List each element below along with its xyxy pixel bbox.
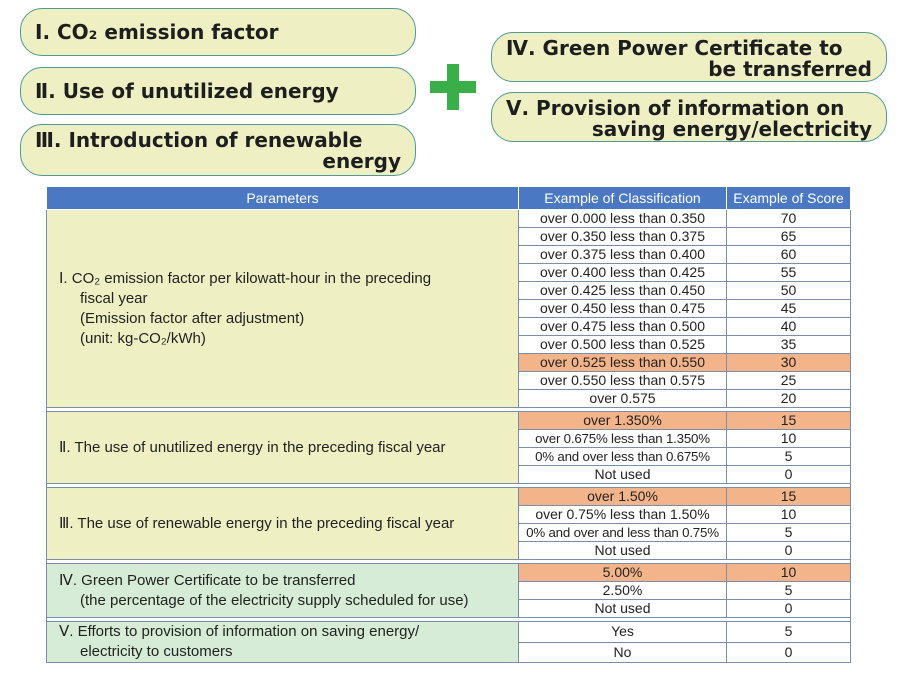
- score-cell: 5: [727, 448, 851, 466]
- parameter-line: (the percentage of the electricity supply scheduled for use): [80, 591, 469, 609]
- classification-cell: over 0.400 less than 0.425: [519, 264, 727, 282]
- score-cell: 35: [727, 336, 851, 354]
- classification-cell: over 0.550 less than 0.575: [519, 372, 727, 390]
- classification-cell: over 0.675% less than 1.350%: [519, 430, 727, 448]
- score-cell: 5: [727, 524, 851, 542]
- classification-cell: over 0.575: [519, 390, 727, 408]
- classification-cell: over 0.75% less than 1.50%: [519, 506, 727, 524]
- classification-cell: over 0.475 less than 0.500: [519, 318, 727, 336]
- score-cell: 0: [727, 466, 851, 484]
- table-row: [47, 622, 851, 643]
- classification-cell: Not used: [519, 466, 727, 484]
- pill-co2-emission-factor: [20, 8, 416, 56]
- score-cell: 45: [727, 300, 851, 318]
- score-cell: 10: [727, 430, 851, 448]
- parameter-cell: [47, 210, 519, 408]
- header-score: Example of Score: [727, 187, 851, 210]
- pill-line-1: Ⅴ. Provision of information on: [506, 96, 845, 120]
- parameter-line: (Emission factor after adjustment): [80, 309, 305, 327]
- parameter-line: Ⅴ. Efforts to provision of information on saving energy/: [59, 623, 420, 640]
- classification-cell: 2.50%: [519, 582, 727, 600]
- score-table-container: [46, 186, 850, 663]
- parameter-line: Ⅱ. The use of unutilized energy in the preceding fiscal year: [59, 438, 446, 456]
- table-row: [47, 412, 851, 430]
- pill-line-2: saving energy/electricity: [591, 117, 872, 141]
- parameter-cell: [47, 622, 519, 663]
- table-row: [47, 210, 851, 228]
- pill-renewable-energy: [20, 124, 416, 176]
- score-cell: 50: [727, 282, 851, 300]
- score-cell: 10: [727, 564, 851, 582]
- pill-line-2: be transferred: [708, 57, 872, 81]
- pill-information-provision: [491, 92, 887, 142]
- score-cell: 25: [727, 372, 851, 390]
- parameter-cell: [47, 564, 519, 618]
- score-cell: 5: [727, 582, 851, 600]
- classification-cell: 5.00%: [519, 564, 727, 582]
- parameter-line: Ⅲ. The use of renewable energy in the preceding fiscal year: [59, 514, 455, 532]
- classification-cell: Not used: [519, 542, 727, 560]
- score-cell: 20: [727, 390, 851, 408]
- score-cell: 70: [727, 210, 851, 228]
- parameter-line: electricity to customers: [80, 643, 233, 660]
- plus-icon: [430, 64, 476, 110]
- pill-text: Ⅰ. CO₂ emission factor: [35, 20, 279, 44]
- pill-line-2: energy: [322, 149, 401, 173]
- score-cell: 15: [727, 412, 851, 430]
- parameter-line: (unit: kg-CO₂/kWh): [80, 329, 206, 347]
- parameter-line: Ⅰ. CO₂ emission factor per kilowatt-hour in the preceding: [59, 269, 432, 287]
- pill-line-1: Ⅲ. Introduction of renewable: [35, 128, 363, 152]
- parameter-line: fiscal year: [80, 289, 148, 307]
- pill-line-1: Ⅳ. Green Power Certificate to: [506, 36, 843, 60]
- classification-cell: over 0.525 less than 0.550: [519, 354, 727, 372]
- score-cell: 15: [727, 488, 851, 506]
- classification-cell: No: [519, 642, 727, 663]
- header-parameters: Parameters: [47, 187, 519, 210]
- classification-cell: 0% and over less than 0.675%: [519, 448, 727, 466]
- pill-green-power-certificate: [491, 32, 887, 82]
- header-classification: Example of Classification: [519, 187, 727, 210]
- score-table: [46, 186, 851, 663]
- score-cell: 55: [727, 264, 851, 282]
- score-cell: 5: [727, 622, 851, 643]
- table-row: [47, 488, 851, 506]
- score-cell: 10: [727, 506, 851, 524]
- score-cell: 0: [727, 642, 851, 663]
- score-cell: 65: [727, 228, 851, 246]
- classification-cell: over 0.450 less than 0.475: [519, 300, 727, 318]
- classification-cell: 0% and over and less than 0.75%: [519, 524, 727, 542]
- score-cell: 60: [727, 246, 851, 264]
- classification-cell: over 1.350%: [519, 412, 727, 430]
- pill-unutilized-energy: [20, 67, 416, 115]
- classification-cell: Yes: [519, 622, 727, 643]
- classification-cell: over 0.375 less than 0.400: [519, 246, 727, 264]
- classification-cell: over 0.350 less than 0.375: [519, 228, 727, 246]
- score-cell: 40: [727, 318, 851, 336]
- parameter-cell: [47, 412, 519, 484]
- classification-cell: over 0.000 less than 0.350: [519, 210, 727, 228]
- score-cell: 0: [727, 600, 851, 618]
- parameter-line: Ⅳ. Green Power Certificate to be transferred: [59, 571, 356, 589]
- parameter-cell: [47, 488, 519, 560]
- classification-cell: over 0.500 less than 0.525: [519, 336, 727, 354]
- score-cell: 30: [727, 354, 851, 372]
- table-header-row: [47, 187, 851, 210]
- classification-cell: Not used: [519, 600, 727, 618]
- table-row: [47, 564, 851, 582]
- classification-cell: over 1.50%: [519, 488, 727, 506]
- score-cell: 0: [727, 542, 851, 560]
- classification-cell: over 0.425 less than 0.450: [519, 282, 727, 300]
- pill-text: Ⅱ. Use of unutilized energy: [35, 79, 339, 103]
